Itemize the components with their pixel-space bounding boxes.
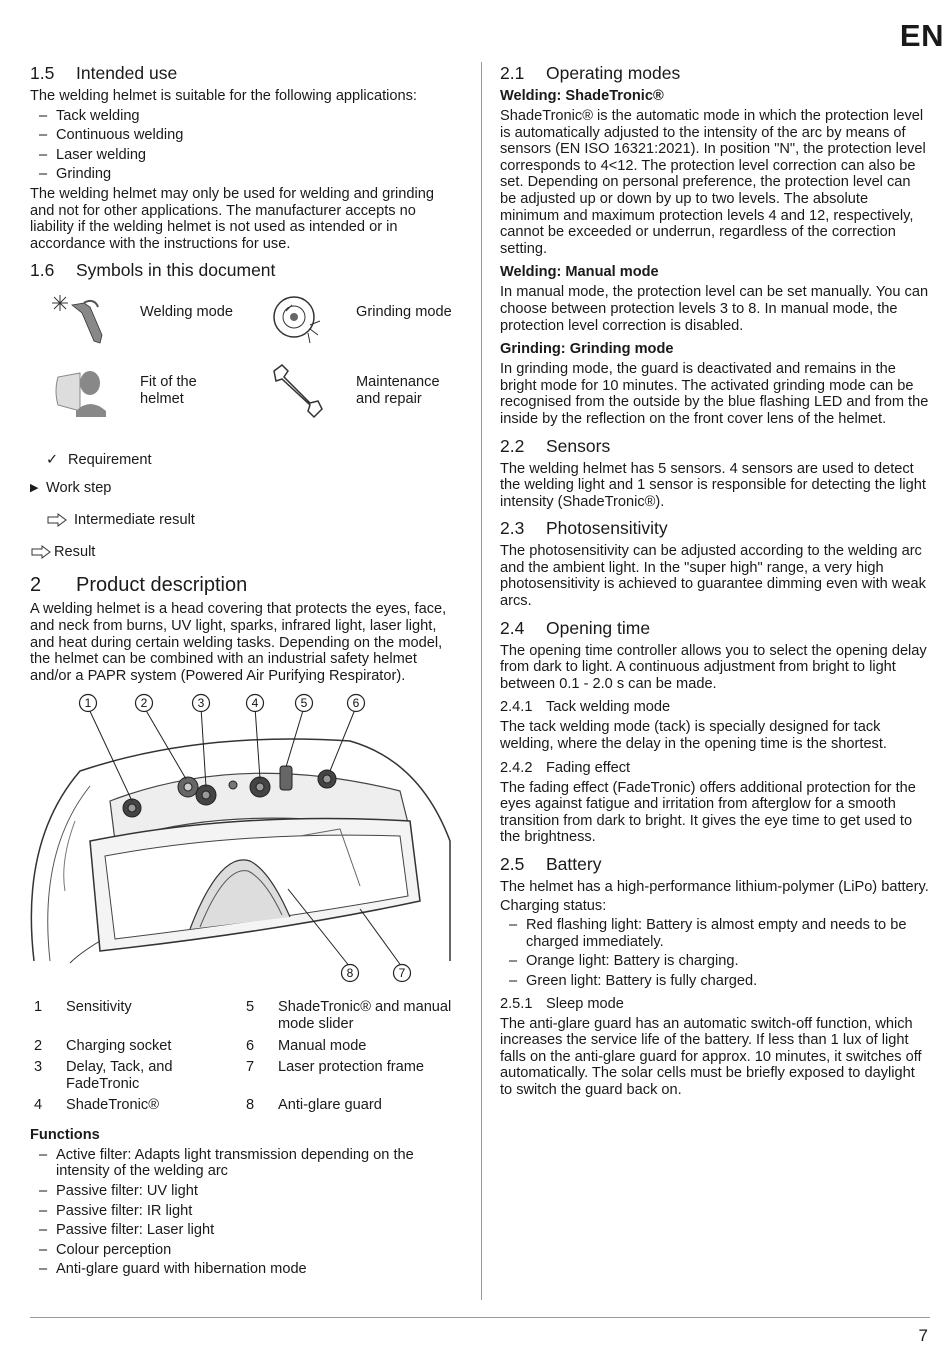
column-divider — [481, 62, 482, 1300]
symbol-label: Welding mode — [140, 304, 234, 321]
subheading-shadetronic: Welding: ShadeTronic® — [500, 88, 664, 104]
applications-list — [30, 108, 462, 183]
marker-intermediate: Intermediate result — [30, 511, 462, 529]
battery-body: The helmet has a high-performance lithium-polymer (LiPo) battery. — [500, 879, 929, 895]
marker-result: Result — [30, 543, 462, 561]
product-description-body: A welding helmet is a head covering that protects the eyes, face, and neck from burns, UV light, sparks, infrared light, laser light, and heat during certain welding tasks. Depending on the model, the helmet can be combined with an industrial safety helmet and/or a PAPR system (Powered Air Purifying Respirator). — [30, 601, 447, 684]
helmet-fit-icon — [50, 361, 120, 421]
symbol-label: Fit of the helmet — [140, 374, 197, 408]
callout-number: 7 — [398, 966, 406, 981]
heading-2-2: 2.2 Sensors — [500, 435, 611, 456]
charging-status-list — [500, 917, 930, 989]
list-item: – Orange light: Battery is charging. — [500, 953, 930, 970]
symbol-maintenance — [246, 361, 456, 421]
functions-list — [30, 1147, 462, 1278]
list-item: – Continuous welding — [30, 127, 462, 144]
marker-workstep: ▶ Work step — [30, 480, 112, 497]
welding-torch-icon — [50, 291, 120, 351]
heading-2-1: 2.1 Operating modes — [500, 63, 681, 83]
table-row: 4 ShadeTronic® 8 Anti-glare guard — [34, 1097, 382, 1114]
list-item: – Anti-glare guard with hibernation mode — [30, 1261, 462, 1278]
symbol-label: Maintenance and repair — [356, 374, 440, 408]
list-item: – Passive filter: UV light — [30, 1183, 462, 1200]
fading-body: The fading effect (FadeTronic) offers additional protection for the eyes against fatigue and irritation from afterglow for a smooth transition from dark to bright. It gives the eye time to get used to the brightness. — [500, 779, 916, 846]
language-label: EN — [899, 18, 944, 53]
charging-status-label: Charging status: — [500, 897, 607, 914]
heading-2-5-1: 2.5.1 Sleep mode — [500, 995, 624, 1012]
sleep-mode-body: The anti-glare guard has an automatic switch-off function, which increases the service life of the battery. If less than 1 lux of light falls on the anti-glare guard for approx. 10 minutes, it switches off automatically. The solar cells must be briefly exposed to daylight to switch the guard back on. — [500, 1015, 922, 1098]
page-number: 7 — [918, 1326, 928, 1345]
callout-number: 8 — [346, 966, 354, 981]
symbol-grinding — [246, 291, 456, 351]
diagram-legend — [30, 999, 462, 1119]
heading-1-5: 1.5 Intended use — [30, 63, 178, 83]
subheading-manual: Welding: Manual mode — [500, 264, 659, 281]
heading-2-4: 2.4 Opening time — [500, 617, 651, 638]
right-column — [500, 62, 930, 1106]
marker-requirement: ✓ Requirement — [46, 452, 152, 469]
heading-2-4-2: 2.4.2 Fading effect — [500, 759, 631, 776]
outline-arrow-icon — [30, 545, 54, 559]
intended-use-body: The welding helmet may only be used for welding and grinding and not for other applications. The manufacturer accepts no liability if the welding helmet is not used as intended or in accordance with the instructions for use. — [30, 185, 435, 252]
table-row: 1 Sensitivity 5 ShadeTronic® and manual mode slider — [34, 999, 452, 1032]
list-item: – Colour perception — [30, 1242, 462, 1259]
list-item: – Tack welding — [30, 108, 462, 125]
table-row: 3 Delay, Tack, and FadeTronic 7 Laser protection frame — [34, 1059, 425, 1092]
manual-body: In manual mode, the protection level can be set manually. You can choose between protection levels 3 to 8. In manual mode, the protection level correction is disabled. — [500, 284, 929, 334]
symbol-grid — [30, 291, 462, 451]
grinding-disc-icon — [266, 291, 336, 351]
list-item: – Green light: Battery is fully charged. — [500, 973, 930, 990]
helmet-diagram — [20, 691, 460, 991]
shadetronic-body: ShadeTronic® is the automatic mode in which the protection level is automatically adjusted to the intensity of the arc by means of sensors (EN ISO 16321:2021). In position "N", the protection level corresponds to 4<12. The protection level correction can also be set. Depending on personal preference, the protection level can be adjusted up or down by up to two levels. The absolute minimum and maximum protection levels 4 and 12, respectively, cannot be exceeded or underrun, regardless of the correction setting. — [500, 108, 926, 257]
heading-2-3: 2.3 Photosensitivity — [500, 518, 668, 539]
heading-1-6: 1.6 Symbols in this document — [30, 260, 276, 281]
list-item: – Passive filter: IR light — [30, 1203, 462, 1220]
symbol-label: Grinding mode — [356, 304, 452, 321]
callout-number: 1 — [84, 696, 92, 711]
callout-number: 5 — [300, 696, 308, 711]
list-item: – Active filter: Adapts light transmission depending on the intensity of the welding arc — [30, 1147, 462, 1180]
intended-use-intro: The welding helmet is suitable for the following applications: — [30, 88, 417, 104]
callout-number: 2 — [140, 696, 148, 711]
list-item: – Passive filter: Laser light — [30, 1222, 462, 1239]
outline-arrow-icon — [46, 513, 74, 527]
heading-2: 2 Product description — [30, 574, 248, 597]
left-column — [30, 62, 462, 1281]
triangle-right-icon: ▶ — [30, 482, 39, 495]
callout-number: 3 — [197, 696, 205, 711]
heading-2-4-1: 2.4.1 Tack welding mode — [500, 699, 671, 716]
sensors-body: The welding helmet has 5 sensors. 4 sensors are used to detect the welding light and 1 sensor is responsible for detecting the light intensity (ShadeTronic®). — [500, 460, 926, 510]
symbol-welding — [30, 291, 240, 351]
photosensitivity-body: The photosensitivity can be adjusted according to the welding arc and the ambient light. In the "super high" range, a very high photosensitivity is achieved to guarantee dimming even with weak arcs. — [500, 543, 926, 610]
table-row: 2 Charging socket 6 Manual mode — [34, 1037, 367, 1054]
opening-time-body: The opening time controller allows you to select the opening delay from dark to light. A continuous adjustment from bright to light between 0.1 - 2.0 s can be made. — [500, 642, 927, 692]
list-item: – Red flashing light: Battery is almost empty and needs to be charged immediately. — [500, 917, 930, 950]
tack-body: The tack welding mode (tack) is specially designed for tack welding, where the delay in the opening time is the shortest. — [500, 719, 887, 753]
grinding-body: In grinding mode, the guard is deactivated and remains in the bright mode for 10 minutes. The activated grinding mode can be recognised from the outside by the blue flashing LED and from the inside by the reflection on the front cover lens of the helmet. — [500, 361, 929, 427]
symbol-fit — [30, 361, 240, 421]
functions-heading: Functions — [30, 1126, 100, 1143]
checkmark-icon: ✓ — [46, 452, 59, 469]
helmet-inside-illustration — [20, 691, 460, 991]
list-item: – Grinding — [30, 166, 462, 183]
subheading-grinding: Grinding: Grinding mode — [500, 341, 674, 358]
list-item: – Laser welding — [30, 147, 462, 164]
callout-number: 4 — [251, 696, 259, 711]
wrench-icon — [266, 361, 336, 421]
footer-rule — [30, 1317, 930, 1318]
callout-number: 6 — [352, 696, 360, 711]
heading-2-5: 2.5 Battery — [500, 854, 602, 874]
